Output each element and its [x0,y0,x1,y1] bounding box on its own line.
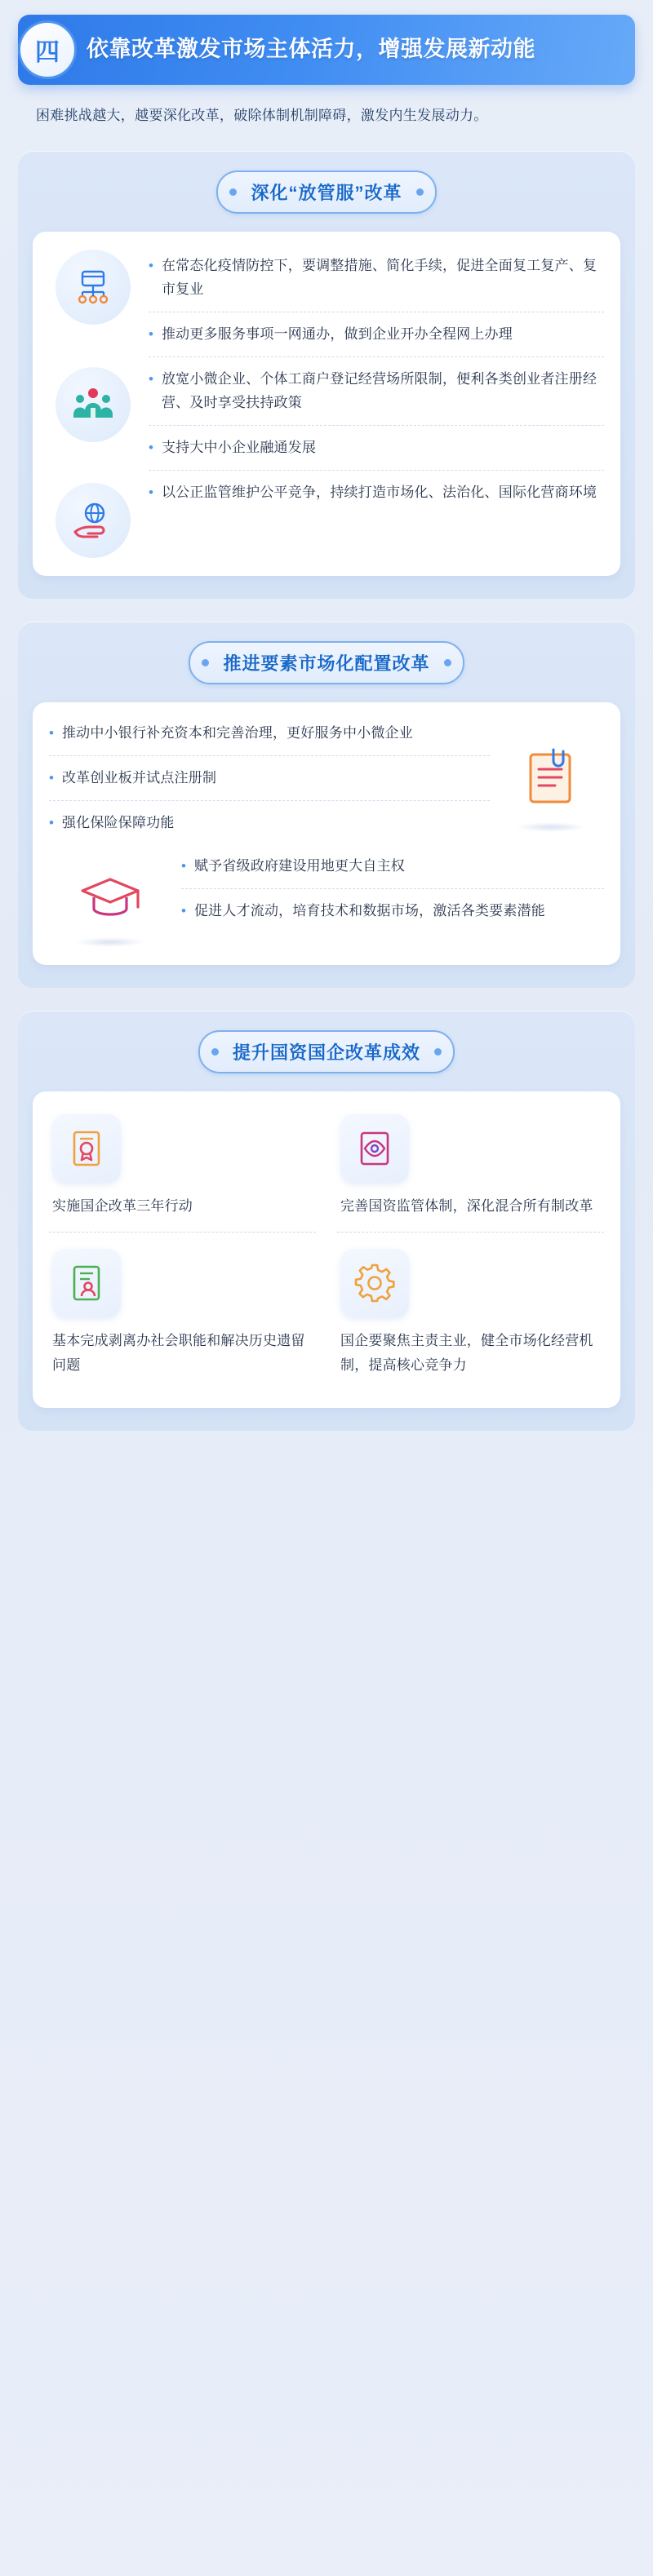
section-factor-market-reform [18,622,635,988]
list-item [149,312,604,356]
bullet-dot: • [149,484,153,500]
list-item-text: 推动更多服务事项一网通办，做到企业开办全程网上办理 [161,326,513,343]
cell-text: 完善国资监管体制，深化混合所有制改革 [340,1198,593,1215]
list-item [149,356,604,425]
bullet-dot: • [149,371,153,387]
infographic-page [0,15,653,2576]
grid-cell [337,1232,604,1391]
person-document-icon [52,1249,121,1317]
list-item-text: 改革创业板并试点注册制 [61,770,217,786]
section-title-wrap [33,170,620,214]
icon-column-right [498,720,604,832]
section-deepen-reform [18,151,635,599]
grid-cell [49,1109,316,1232]
intro-paragraph: 困难挑战越大，越要深化改革，破除体制机制障碍，激发内生发展动力。 [36,108,488,123]
section-title: 推进要素市场化配置改革 [189,641,464,684]
icon-shadow [75,937,145,947]
people-group-icon [56,367,131,442]
section-title-wrap [33,641,620,684]
section-soe-reform [18,1011,635,1431]
list-item [181,888,604,933]
list-item-text: 以公正监管维护公平竞争，持续打造市场化、法治化、国际化营商环境 [161,484,597,500]
list-item [149,425,604,470]
section-title-wrap [33,1030,620,1073]
bullet-dot: • [149,326,153,343]
list-item [149,253,604,312]
bullet-dot: • [49,770,54,786]
list-item [181,853,604,888]
grid-cell [337,1109,604,1232]
icon-column-left [49,853,171,947]
bullet-list [149,250,604,558]
badge-document-icon [52,1114,121,1183]
header-banner [18,15,635,85]
flowchart-icon [56,250,131,325]
document-clip-icon [516,743,586,813]
list-item-text: 促进人才流动，培育技术和数据市场，激活各类要素潜能 [193,903,545,918]
bullet-dot: • [181,903,186,918]
bullet-dot: • [49,815,54,831]
section-number-badge: 四 [18,20,77,79]
cell-text: 实施国企改革三年行动 [52,1198,193,1215]
section-card [33,1091,620,1408]
bullet-dot: • [181,858,186,874]
header [18,15,635,85]
cell-text: 基本完成剥离办社会职能和解决历史遗留问题 [52,1332,305,1373]
page-title: 依靠改革激发市场主体活力，增强发展新动能 [87,37,535,62]
list-item-text: 推动中小银行补充资本和完善治理，更好服务中小微企业 [61,725,413,741]
list-item-text: 放宽小微企业、个体工商户登记经营场所限制，便利各类创业者注册经营、及时享受扶持政策 [161,371,597,410]
gear-icon [340,1249,409,1317]
graduation-cap-icon [69,868,151,928]
bullet-dot: • [49,725,54,741]
eye-document-icon [340,1114,409,1183]
bullet-list-bottom [181,853,604,933]
section-card [33,232,620,576]
list-item [49,800,490,845]
list-item [149,470,604,515]
icon-column [49,250,137,558]
section-title: 提升国资国企改革成效 [198,1030,455,1073]
section-title: 深化“放管服”改革 [216,170,436,214]
list-item-text: 支持大中小企业融通发展 [161,439,317,455]
list-item [49,720,490,755]
icon-shadow [516,822,586,832]
bullet-list-top [49,720,490,845]
grid-cell [49,1232,316,1391]
list-item [49,755,490,800]
list-item-text: 在常态化疫情防控下，要调整措施、简化手续，促进全面复工复产、复市复业 [161,258,597,298]
hand-globe-icon [56,483,131,558]
section-card [33,702,620,965]
list-item-text: 赋予省级政府建设用地更大自主权 [193,858,405,874]
bullet-dot: • [149,439,153,455]
list-item-text: 强化保险保障功能 [61,815,175,831]
cell-text: 国企要聚焦主责主业，健全市场化经营机制，提高核心竞争力 [340,1332,593,1373]
bullet-dot: • [149,258,153,274]
